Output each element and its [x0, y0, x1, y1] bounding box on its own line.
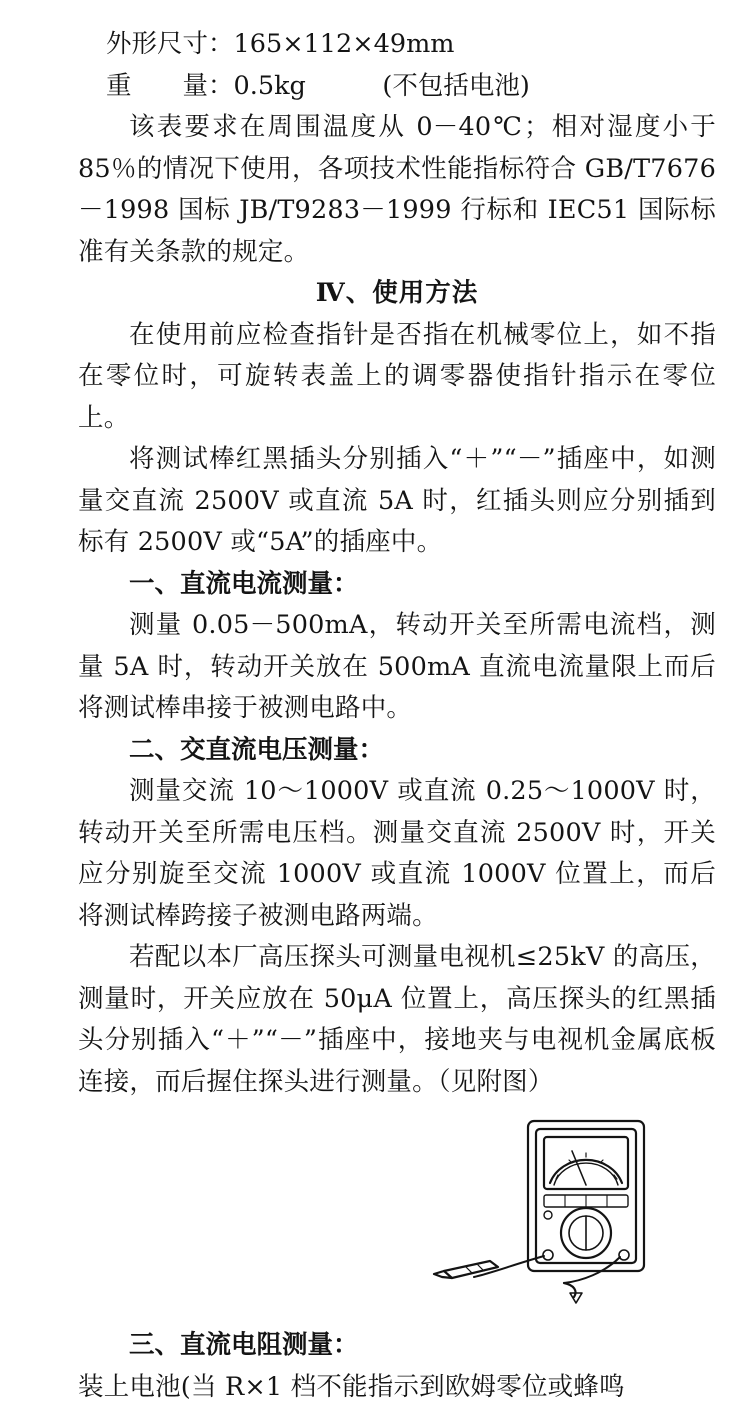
spec-dimensions: 外形尺寸：165×112×49mm	[78, 24, 716, 66]
paragraph-dc-current-measure: 测量 0.05－500mA，转动开关至所需电流档，测量 5A 时，转动开关放在 500mA 直流电流量限上而后将测试棒串接于被测电路中。	[78, 605, 716, 730]
paragraph-operating-conditions: 该表要求在周围温度从 0－40℃；相对湿度小于 85％的情况下使用，各项技术性能指标符合 GB/T7676－1998 国标 JB/T9283－1999 行标和 IEC51 国际标准有关条款的规定。	[78, 107, 716, 273]
figure-multimeter	[78, 1115, 716, 1311]
paragraph-ac-dc-voltage-measure: 测量交流 10～1000V 或直流 0.25～1000V 时，转动开关至所需电压档。测量交直流 2500V 时，开关应分别旋至交流 1000V 或直流 1000V 位置上，而后将测试棒跨接子被测电路两端。	[78, 771, 716, 937]
paragraph-dc-resistance-measure: 装上电池(当 R×1 档不能指示到欧姆零位或蜂鸣	[78, 1367, 716, 1408]
paragraph-probe-insertion: 将测试棒红黑插头分别插入“＋”“－”插座中，如测量交直流 2500V 或直流 5A 时，红插头则应分别插到标有 2500V 或“5A”的插座中。	[78, 439, 716, 564]
paragraph-high-voltage-probe: 若配以本厂高压探头可测量电视机≤25kV 的高压，测量时，开关应放在 50μA 位置上，高压探头的红黑插头分别插入“＋”“－”插座中，接地夹与电视机金属底板连接，而后握住探头进行测量。（见附图）	[78, 937, 716, 1103]
subsection-title-ac-dc-voltage: 二、交直流电压测量：	[78, 730, 716, 772]
spec-weight: 重 量：0.5kg (不包括电池)	[78, 66, 716, 108]
paragraph-zero-check: 在使用前应检查指针是否指在机械零位上，如不指在零位时，可旋转表盖上的调零器使指针指示在零位上。	[78, 315, 716, 440]
multimeter-probe-icon	[432, 1115, 662, 1305]
subsection-title-dc-current: 一、直流电流测量：	[78, 564, 716, 606]
tail-section	[78, 1325, 716, 1408]
subsection-title-dc-resistance: 三、直流电阻测量：	[78, 1325, 716, 1367]
section-heading-usage: Ⅳ、使用方法	[78, 273, 716, 315]
